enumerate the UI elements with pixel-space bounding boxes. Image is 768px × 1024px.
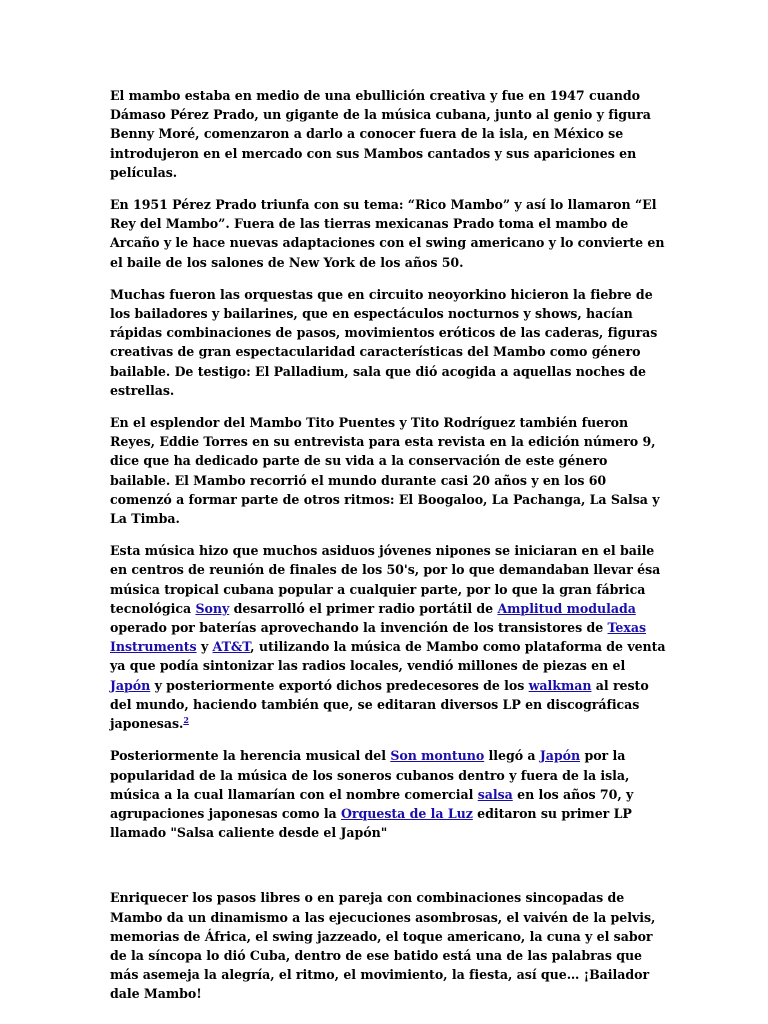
link-sony[interactable]: Sony	[195, 600, 230, 616]
paragraph-5-text-2: desarrolló el primer radio portátil de	[229, 600, 498, 616]
paragraph-4: En el esplendor del Mambo Tito Puentes y Tito Rodríguez también fueron Reyes, Eddie Torres en su entrevista para esta revista en la edición número 9, dice que ha dedicado parte de su vida a la conservación de este género bailable. El Mambo recorrió el mundo durante casi 20 años y en los 60 comenzó a formar parte de otros ritmos: El Boogaloo, La Pachanga, La Salsa y La Timba.	[110, 415, 660, 527]
link-japon-2[interactable]: Japón	[539, 748, 581, 764]
paragraph-6-text-3: por la popularidad de la música de los soneros cubanos dentro y fuera de la isla, música a la cual llamarían con el nombre comercial	[110, 748, 630, 802]
link-att[interactable]: AT&T	[212, 639, 251, 655]
paragraph-6	[110, 746, 668, 842]
link-salsa[interactable]: salsa	[477, 786, 513, 802]
paragraph-5-text-5: , utilizando la música de Mambo como plataforma de venta ya que podía sintonizar las radios locales, vendió millones de piezas en el	[110, 639, 666, 674]
paragraph-5	[110, 541, 668, 733]
paragraph-5-text-6: y posteriormente exportó dichos predecesores de los	[150, 677, 529, 693]
link-walkman[interactable]: walkman	[528, 677, 592, 693]
paragraph-6-text-4: en los años 70, y agrupaciones japonesas como la	[110, 786, 634, 821]
paragraph-1: El mambo estaba en medio de una ebullición creativa y fue en 1947 cuando Dámaso Pérez Prado, un gigante de la música cubana, junto al genio y figura Benny Moré, comenzaron a darlo a conocer fuera de la isla, en México se introdujeron en el mercado con sus Mambos cantados y sus apariciones en películas.	[110, 88, 651, 180]
paragraph-6-text-5: editaron su primer LP llamado "Salsa caliente desde el Japón"	[110, 805, 632, 841]
link-orquesta-de-la-luz[interactable]: Orquesta de la Luz	[341, 805, 473, 821]
paragraph-6-text-2: llegó a	[484, 748, 540, 764]
paragraph-7: Enriquecer los pasos libres o en pareja con combinaciones sincopadas de Mambo da un dinamismo a las ejecuciones asombrosas, el vaivén de la pelvis, memorias de África, el swing jazzeado, el toque americano, la cuna y el sabor de la síncopa lo dió Cuba, dentro de ese batido está una de las palabras que más asemeja la alegría, el ritmo, el movimiento, la fiesta, así que… ¡Bailador dale Mambo!	[110, 890, 656, 1002]
paragraph-2: En 1951 Pérez Prado triunfa con su tema: “Rico Mambo” y así lo llamaron “El Rey del Mambo”. Fuera de las tierras mexicanas Prado toma el mambo de Arcaño y le hace nuevas adaptaciones con el swing americano y lo convierte en el baile de los salones de New York de los años 50.	[110, 197, 665, 270]
footnote-link[interactable]: 2	[183, 714, 189, 725]
link-amplitud-modulada[interactable]: Amplitud modulada	[497, 600, 636, 616]
paragraph-5-text-3: operado por baterías aprovechando la invención de los transistores de	[110, 620, 608, 636]
paragraph-3: Muchas fueron las orquestas que en circuito neoyorkino hicieron la fiebre de los bailadores y bailarines, que en espectáculos nocturnos y shows, hacían rápidas combinaciones de pasos, movimientos eróticos de las caderas, figuras creativas de gran espectacularidad características del Mambo como género bailable. De testigo: El Palladium, sala que dió acogida a aquellas noches de estrellas.	[110, 286, 658, 398]
link-son-montuno[interactable]: Son montuno	[390, 748, 485, 764]
paragraph-6-text-1: Posteriormente la herencia musical del	[110, 748, 391, 764]
link-texas-instruments[interactable]: Texas Instruments	[110, 620, 646, 655]
paragraph-5-text-4: y	[196, 639, 213, 655]
paragraph-5-text-1: Esta música hizo que muchos asiduos jóvenes nipones se iniciaran en el baile en centros de reunión de finales de los 50's, por lo que demandaban llevar ésa música tropical cubana popular a cualquier parte, por lo que la gran fábrica tecnológica	[110, 543, 661, 616]
paragraph-5-text-7: al resto del mundo, haciendo también que, se editaran diversos LP en discográficas japonesas.	[110, 677, 649, 732]
link-japon[interactable]: Japón	[110, 677, 151, 693]
